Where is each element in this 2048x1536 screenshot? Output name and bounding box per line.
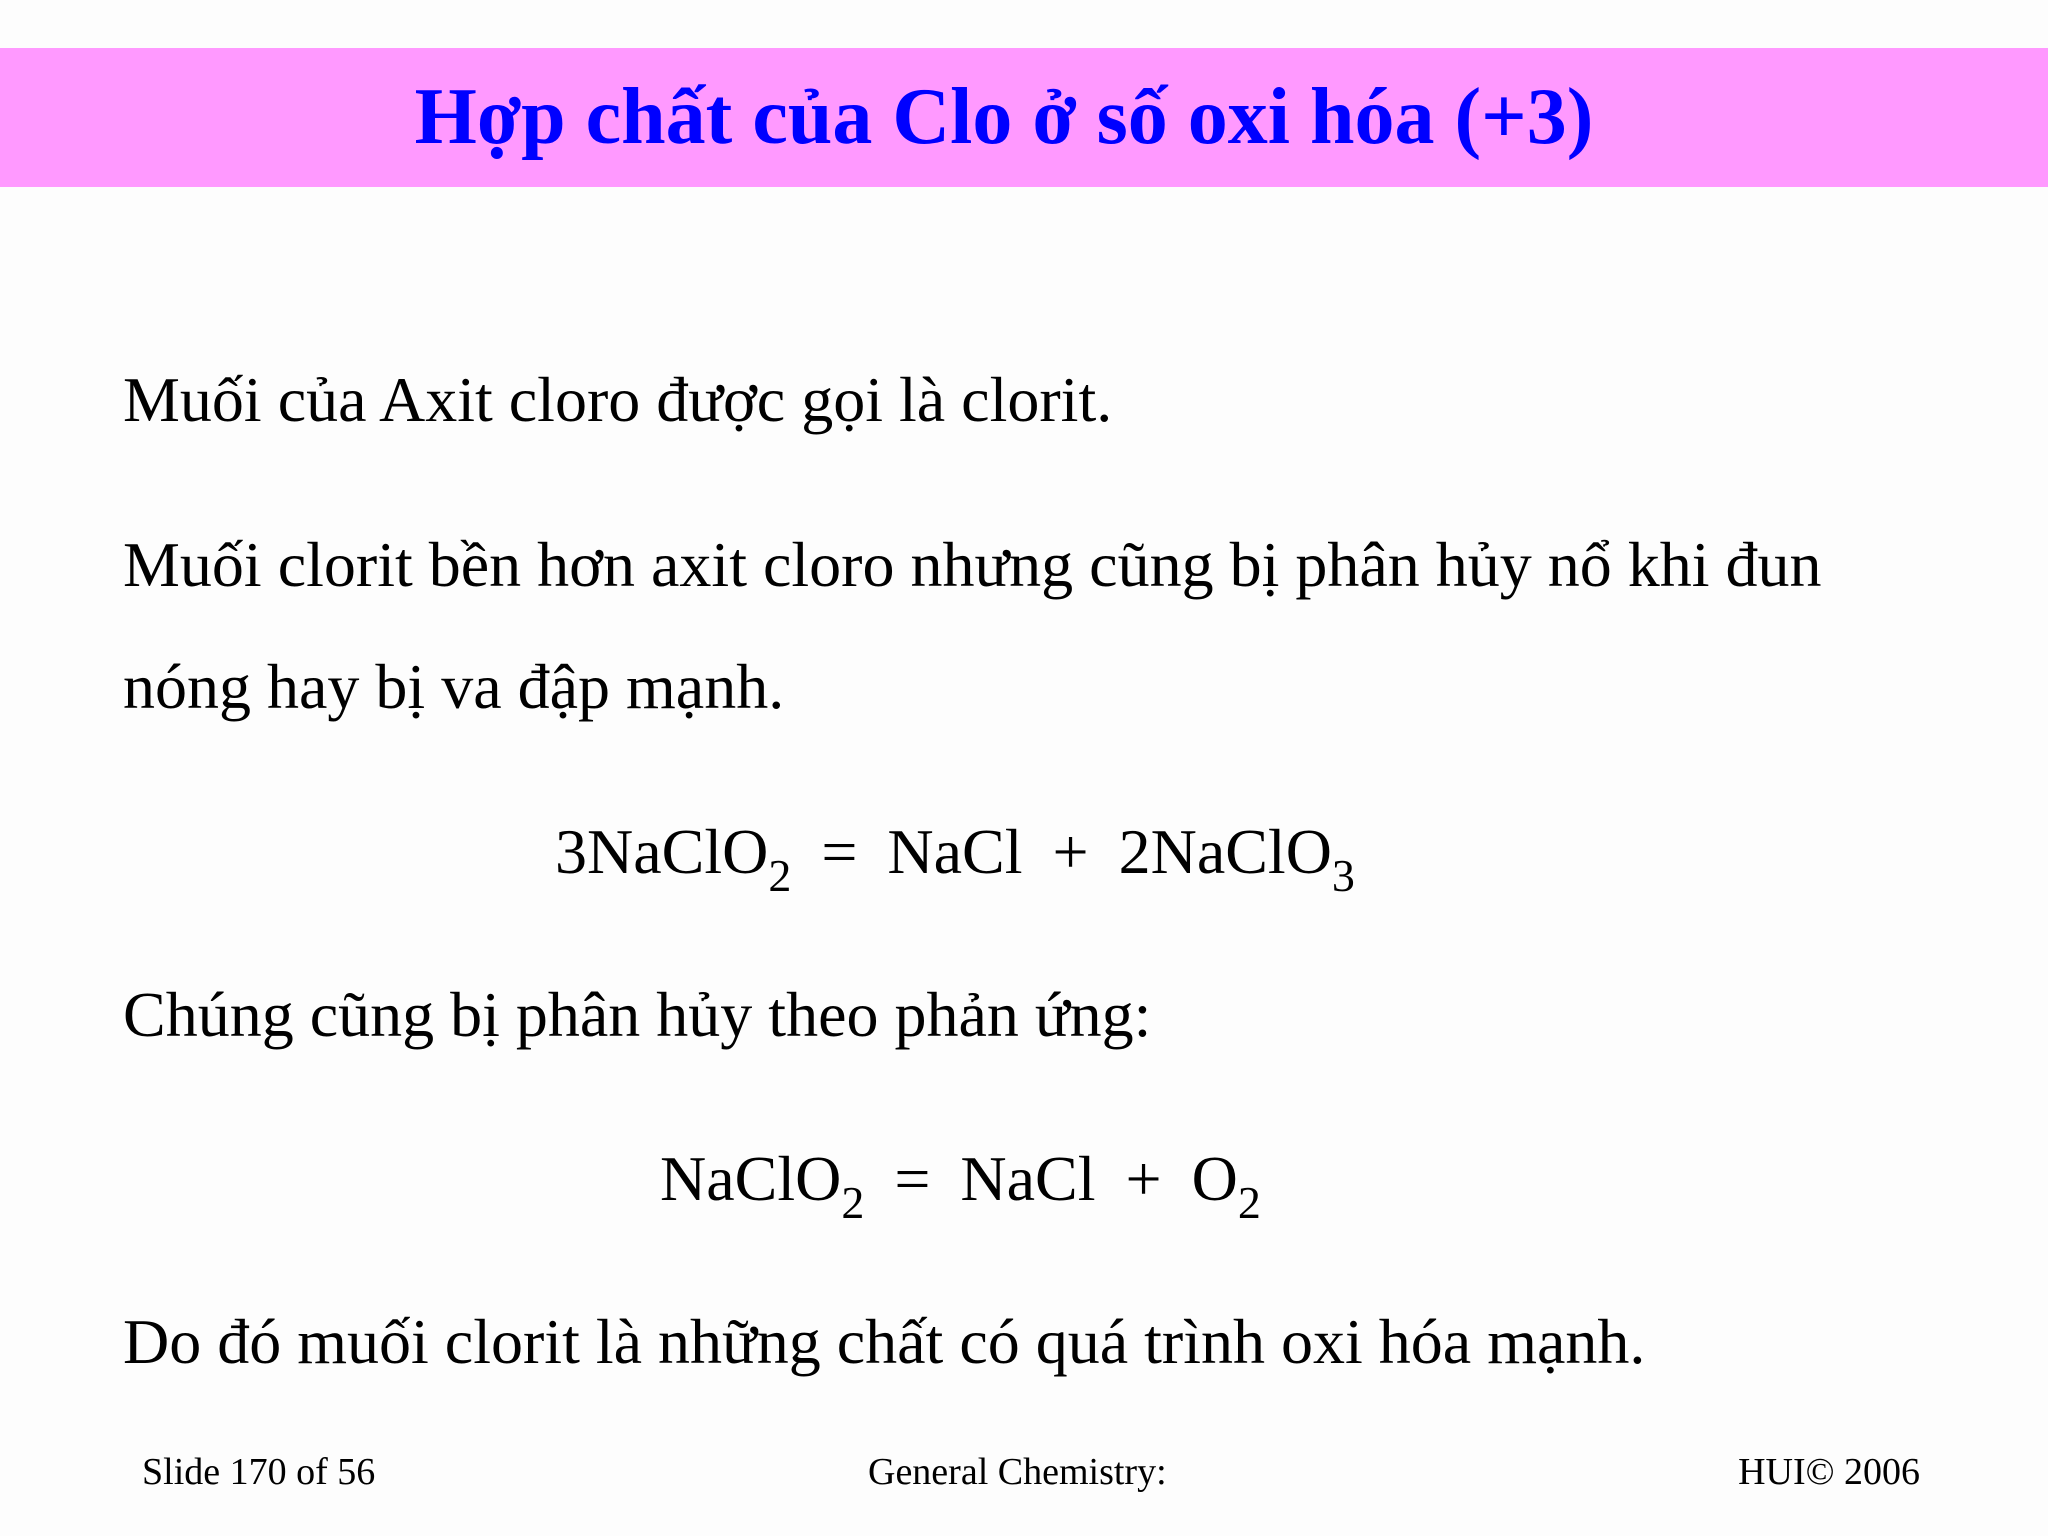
eq2-product2: O: [1191, 1143, 1238, 1214]
title-bar: [0, 48, 2048, 187]
eq2-plus: +: [1125, 1143, 1162, 1214]
equation-decomposition: [660, 1143, 1261, 1228]
paragraph-decomposition-intro: Chúng cũng bị phân hủy theo phản ứng:: [123, 979, 1152, 1050]
eq2-reactant-subscript: 2: [841, 1177, 865, 1228]
eq1-reactant: 3NaClO: [555, 816, 769, 887]
eq2-product2-subscript: 2: [1237, 1177, 1261, 1228]
paragraph-stability-line2: nóng hay bị va đập mạnh.: [123, 651, 785, 722]
eq1-product2: 2NaClO: [1118, 816, 1332, 887]
eq2-equals: =: [894, 1143, 931, 1214]
eq1-product1: NaCl: [887, 816, 1023, 887]
eq2-reactant: NaClO: [660, 1143, 842, 1214]
eq1-equals: =: [821, 816, 858, 887]
paragraph-stability-line1: Muối clorit bền hơn axit cloro nhưng cũng bị phân hủy nổ khi đun: [123, 529, 1822, 600]
footer-slide-number: Slide 170 of 56: [142, 1451, 376, 1493]
eq2-product1: NaCl: [960, 1143, 1096, 1214]
eq1-product2-subscript: 3: [1331, 850, 1355, 901]
equation-disproportionation: [555, 816, 1355, 901]
footer-copyright: HUI© 2006: [1738, 1451, 1920, 1493]
paragraph-clorit-definition: Muối của Axit cloro được gọi là clorit.: [123, 364, 1113, 435]
slide-title: Hợp chất của Clo ở số oxi hóa (+3): [414, 73, 1594, 161]
paragraph-conclusion: Do đó muối clorit là những chất có quá trình oxi hóa mạnh.: [123, 1306, 1646, 1377]
eq1-reactant-subscript: 2: [768, 850, 792, 901]
eq1-plus: +: [1052, 816, 1089, 887]
footer-course-title: General Chemistry:: [868, 1451, 1167, 1493]
